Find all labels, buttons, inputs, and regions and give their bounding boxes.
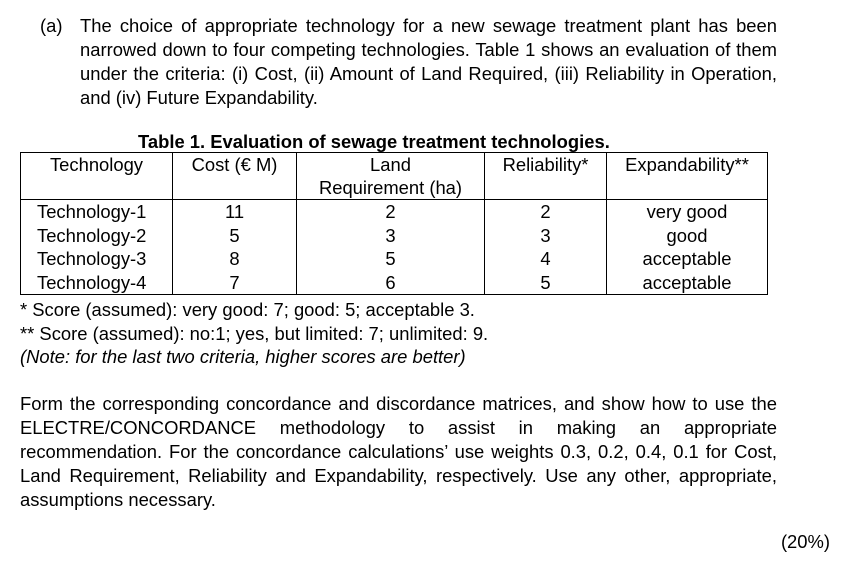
table-row — [21, 247, 768, 271]
cell-land: 2 — [297, 200, 485, 224]
question-intro-text: The choice of appropriate technology for a new sewage treatment plant has been narrowed down to four competing technologies. Table 1 shows an evaluation of them under the criteria: (i) Cost, (ii) Amount of Land Required, (iii) Reliability in Operation, and (iv) Future Expandability. — [80, 15, 777, 108]
task-instructions: Form the corresponding concordance and discordance matrices, and show how to use the ELECTRE/CONCORDANCE methodology to assist in making an appropriate recommendation. For the concordance calculations’ use weights 0.3, 0.2, 0.4, 0.1 for Cost, Land Requirement, Reliability and Expandability, respectively. Use any other, appropriate, assumptions necessary. — [20, 393, 777, 510]
cell-technology: Technology-1 — [21, 200, 173, 224]
cell-cost: 8 — [173, 247, 297, 271]
cell-cost: 5 — [173, 224, 297, 248]
score-note-reliability: * Score (assumed): very good: 7; good: 5; acceptable 3. — [20, 299, 475, 320]
cell-expandability: very good — [607, 200, 768, 224]
cell-cost: 11 — [173, 200, 297, 224]
score-note-direction: (Note: for the last two criteria, higher scores are better) — [20, 346, 466, 367]
cell-land: 3 — [297, 224, 485, 248]
cell-expandability: good — [607, 224, 768, 248]
cell-technology: Technology-4 — [21, 271, 173, 295]
score-note-expandability: ** Score (assumed): no:1; yes, but limited: 7; unlimited: 9. — [20, 322, 489, 344]
mark-allocation: (20%) — [780, 531, 830, 552]
table-row — [21, 224, 768, 248]
evaluation-table — [20, 152, 768, 295]
cell-reliability: 4 — [485, 247, 607, 271]
table-title: Table 1. Evaluation of sewage treatment technologies. — [138, 131, 610, 152]
header-expandability: Expandability** — [607, 153, 768, 200]
cell-technology: Technology-3 — [21, 247, 173, 271]
cell-reliability: 5 — [485, 271, 607, 295]
header-cost: Cost (€ M) — [173, 153, 297, 200]
header-land-line2: Requirement (ha) — [318, 177, 463, 198]
table-row — [21, 200, 768, 224]
cell-expandability: acceptable — [607, 247, 768, 271]
table-notes — [20, 298, 488, 369]
header-technology: Technology — [21, 153, 173, 200]
cell-land: 6 — [297, 271, 485, 295]
question-intro — [40, 14, 777, 110]
header-land-requirement — [297, 153, 485, 200]
cell-reliability: 3 — [485, 224, 607, 248]
header-reliability: Reliability* — [485, 153, 607, 200]
table-header-row — [21, 153, 768, 200]
cell-reliability: 2 — [485, 200, 607, 224]
cell-technology: Technology-2 — [21, 224, 173, 248]
table-row — [21, 271, 768, 295]
header-land-line1: Land — [370, 154, 411, 175]
cell-cost: 7 — [173, 271, 297, 295]
cell-expandability: acceptable — [607, 271, 768, 295]
question-part-label: (a) — [40, 15, 63, 36]
cell-land: 5 — [297, 247, 485, 271]
